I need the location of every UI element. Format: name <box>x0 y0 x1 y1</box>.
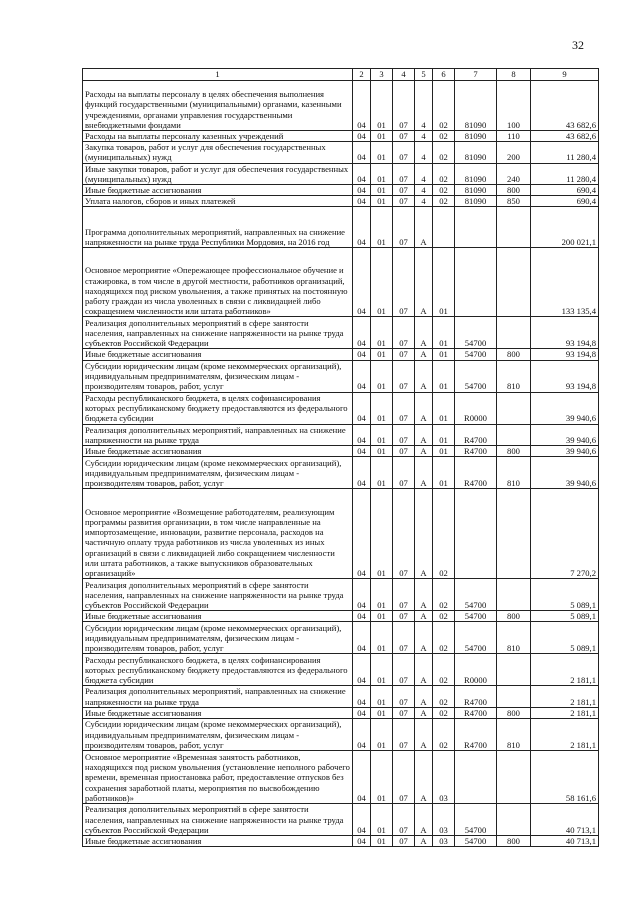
code-cell: 81090 <box>455 185 497 196</box>
code-cell: 07 <box>393 751 415 804</box>
code-cell: 81090 <box>455 163 497 184</box>
code-cell: 04 <box>353 836 371 847</box>
amount-cell: 5 089,1 <box>531 611 599 622</box>
row-name-cell: Иные бюджетные ассигнования <box>83 611 353 622</box>
code-cell <box>497 579 531 611</box>
code-cell: 04 <box>353 611 371 622</box>
code-cell: 81090 <box>455 196 497 207</box>
code-cell: 01 <box>371 142 393 163</box>
header-cell: 1 <box>83 69 353 81</box>
table-row <box>83 207 599 248</box>
row-name-cell: Основное мероприятие «Возмещение работодателям, реализующим программы развития организации, в том числе направленные на импортозамещение, инновации, развитие персонала, расходов на частичную оплату труда работников из числа уволенных из иных организаций в связи с ликвидацией либо сокращением численности или штата работников, а также выпускников образовательных организаций» <box>83 489 353 579</box>
row-name-cell: Программа дополнительных мероприятий, направленных на снижение напряженности на рынке труда Республики Мордовия, на 2016 год <box>83 207 353 248</box>
amount-cell: 11 280,4 <box>531 142 599 163</box>
code-cell: 800 <box>497 611 531 622</box>
table-row <box>83 360 599 392</box>
code-cell: 81090 <box>455 131 497 142</box>
code-cell: 810 <box>497 719 531 751</box>
code-cell: 01 <box>433 349 455 360</box>
code-cell: 01 <box>371 579 393 611</box>
table-row <box>83 654 599 686</box>
code-cell: 07 <box>393 804 415 836</box>
code-cell: 01 <box>433 317 455 349</box>
table-row <box>83 611 599 622</box>
code-cell: R0000 <box>455 392 497 424</box>
code-cell <box>433 207 455 248</box>
row-name-cell: Иные бюджетные ассигнования <box>83 446 353 457</box>
code-cell: 07 <box>393 836 415 847</box>
code-cell: R4700 <box>455 707 497 718</box>
code-cell: 54700 <box>455 804 497 836</box>
amount-cell: 43 682,6 <box>531 131 599 142</box>
budget-table <box>82 68 599 847</box>
code-cell: 02 <box>433 196 455 207</box>
code-cell: 04 <box>353 131 371 142</box>
code-cell: 02 <box>433 686 455 707</box>
code-cell: 800 <box>497 446 531 457</box>
code-cell: 4 <box>415 142 433 163</box>
row-name-cell: Основное мероприятие «Опережающее профессиональное обучение и стажировка, в том числе в другой местности, работников организаций, находящихся под риском увольнения, а также принятых на постоянную работу граждан из числа уволенных в связи с ликвидацией либо сокращением численности или штата работников» <box>83 248 353 317</box>
code-cell <box>455 751 497 804</box>
code-cell: 04 <box>353 360 371 392</box>
header-cell: 6 <box>433 69 455 81</box>
row-name-cell: Расходы республиканского бюджета, в целях софинансирования которых республиканскому бюджету предоставляются из федерального бюджета субсидии <box>83 392 353 424</box>
code-cell: А <box>415 349 433 360</box>
amount-cell: 5 089,1 <box>531 622 599 654</box>
code-cell <box>497 686 531 707</box>
code-cell <box>497 317 531 349</box>
code-cell: 01 <box>371 163 393 184</box>
code-cell <box>497 392 531 424</box>
code-cell: R4700 <box>455 457 497 489</box>
table-row <box>83 163 599 184</box>
code-cell: 07 <box>393 622 415 654</box>
table-row <box>83 392 599 424</box>
amount-cell: 39 940,6 <box>531 424 599 445</box>
row-name-cell: Иные бюджетные ассигнования <box>83 349 353 360</box>
code-cell: 04 <box>353 686 371 707</box>
table-row <box>83 142 599 163</box>
code-cell: А <box>415 207 433 248</box>
code-cell: 01 <box>371 349 393 360</box>
amount-cell: 5 089,1 <box>531 579 599 611</box>
amount-cell: 58 161,6 <box>531 751 599 804</box>
code-cell: 4 <box>415 131 433 142</box>
code-cell: 54700 <box>455 836 497 847</box>
code-cell: 01 <box>371 836 393 847</box>
code-cell: 01 <box>371 686 393 707</box>
code-cell: 03 <box>433 804 455 836</box>
table-row <box>83 836 599 847</box>
row-name-cell: Субсидии юридическим лицам (кроме некоммерческих организаций), индивидуальным предпринимателям, физическим лицам - производителям товаров, работ, услуг <box>83 457 353 489</box>
code-cell: 04 <box>353 622 371 654</box>
code-cell: А <box>415 248 433 317</box>
table-row <box>83 579 599 611</box>
row-name-cell: Реализация дополнительных мероприятий в сфере занятости населения, направленных на снижение напряженности на рынке труда субъектов Российской Федерации <box>83 317 353 349</box>
row-name-cell: Реализация дополнительных мероприятий в сфере занятости населения, направленных на снижение напряженности на рынке труда субъектов Российской Федерации <box>83 804 353 836</box>
amount-cell: 39 940,6 <box>531 446 599 457</box>
code-cell: 02 <box>433 142 455 163</box>
code-cell: 4 <box>415 196 433 207</box>
table-row <box>83 751 599 804</box>
code-cell: А <box>415 836 433 847</box>
code-cell: 04 <box>353 185 371 196</box>
code-cell: 01 <box>371 751 393 804</box>
code-cell: 07 <box>393 611 415 622</box>
code-cell: 01 <box>433 248 455 317</box>
code-cell: 110 <box>497 131 531 142</box>
amount-cell: 200 021,1 <box>531 207 599 248</box>
header-cell: 2 <box>353 69 371 81</box>
code-cell: 03 <box>433 836 455 847</box>
row-name-cell: Субсидии юридическим лицам (кроме некоммерческих организаций), индивидуальным предпринимателям, физическим лицам - производителям товаров, работ, услуг <box>83 622 353 654</box>
code-cell: 03 <box>433 751 455 804</box>
row-name-cell: Закупка товаров, работ и услуг для обеспечения государственных (муниципальных) нужд <box>83 142 353 163</box>
code-cell: 01 <box>371 611 393 622</box>
row-name-cell: Субсидии юридическим лицам (кроме некоммерческих организаций), индивидуальным предпринимателям, физическим лицам - производителям товаров, работ, услуг <box>83 719 353 751</box>
code-cell: 800 <box>497 836 531 847</box>
code-cell: 02 <box>433 185 455 196</box>
code-cell: А <box>415 707 433 718</box>
table-row <box>83 317 599 349</box>
code-cell: 01 <box>371 424 393 445</box>
code-cell: 800 <box>497 185 531 196</box>
code-cell: 07 <box>393 131 415 142</box>
code-cell: 02 <box>433 81 455 131</box>
header-cell: 4 <box>393 69 415 81</box>
code-cell <box>455 207 497 248</box>
code-cell: 02 <box>433 622 455 654</box>
code-cell: 07 <box>393 686 415 707</box>
table-row <box>83 804 599 836</box>
code-cell: 54700 <box>455 611 497 622</box>
amount-cell: 93 194,8 <box>531 349 599 360</box>
code-cell: А <box>415 622 433 654</box>
code-cell: 01 <box>371 804 393 836</box>
amount-cell: 93 194,8 <box>531 317 599 349</box>
code-cell: А <box>415 751 433 804</box>
code-cell: 07 <box>393 317 415 349</box>
code-cell: А <box>415 579 433 611</box>
amount-cell: 93 194,8 <box>531 360 599 392</box>
code-cell: 07 <box>393 349 415 360</box>
code-cell: 800 <box>497 707 531 718</box>
code-cell <box>497 248 531 317</box>
code-cell: 07 <box>393 392 415 424</box>
code-cell: 07 <box>393 248 415 317</box>
page-number: 32 <box>572 38 584 52</box>
code-cell: А <box>415 457 433 489</box>
code-cell: 200 <box>497 142 531 163</box>
code-cell: 04 <box>353 163 371 184</box>
code-cell <box>497 751 531 804</box>
code-cell: 54700 <box>455 622 497 654</box>
code-cell: 04 <box>353 196 371 207</box>
code-cell: 07 <box>393 163 415 184</box>
code-cell: 01 <box>371 457 393 489</box>
code-cell: 240 <box>497 163 531 184</box>
code-cell: 07 <box>393 457 415 489</box>
code-cell: 810 <box>497 360 531 392</box>
code-cell: 04 <box>353 392 371 424</box>
amount-cell: 2 181,1 <box>531 719 599 751</box>
table-row <box>83 185 599 196</box>
code-cell <box>455 489 497 579</box>
code-cell: 07 <box>393 424 415 445</box>
code-cell: 04 <box>353 349 371 360</box>
table-row <box>83 446 599 457</box>
code-cell: 02 <box>433 654 455 686</box>
amount-cell: 40 713,1 <box>531 836 599 847</box>
code-cell: А <box>415 686 433 707</box>
code-cell: 07 <box>393 719 415 751</box>
code-cell: А <box>415 424 433 445</box>
code-cell: R0000 <box>455 654 497 686</box>
code-cell: R4700 <box>455 424 497 445</box>
amount-cell: 2 181,1 <box>531 686 599 707</box>
code-cell: 04 <box>353 489 371 579</box>
amount-cell: 133 135,4 <box>531 248 599 317</box>
table-row <box>83 424 599 445</box>
code-cell: 54700 <box>455 349 497 360</box>
code-cell <box>497 804 531 836</box>
table-row <box>83 81 599 131</box>
code-cell: 81090 <box>455 142 497 163</box>
code-cell: 07 <box>393 81 415 131</box>
code-cell: 07 <box>393 207 415 248</box>
header-cell: 3 <box>371 69 393 81</box>
code-cell: А <box>415 446 433 457</box>
table-row <box>83 349 599 360</box>
code-cell: 850 <box>497 196 531 207</box>
code-cell: 01 <box>433 360 455 392</box>
amount-cell: 2 181,1 <box>531 654 599 686</box>
code-cell: 07 <box>393 446 415 457</box>
header-cell: 9 <box>531 69 599 81</box>
amount-cell: 7 270,2 <box>531 489 599 579</box>
amount-cell: 39 940,6 <box>531 457 599 489</box>
code-cell: 04 <box>353 446 371 457</box>
row-name-cell: Реализация дополнительных мероприятий, направленных на снижение напряженности на рынке труда <box>83 424 353 445</box>
header-cell: 8 <box>497 69 531 81</box>
row-name-cell: Расходы на выплаты персоналу казенных учреждений <box>83 131 353 142</box>
code-cell: 01 <box>371 207 393 248</box>
code-cell: А <box>415 611 433 622</box>
code-cell: А <box>415 804 433 836</box>
row-name-cell: Иные бюджетные ассигнования <box>83 707 353 718</box>
code-cell: 01 <box>371 489 393 579</box>
table-header-row <box>83 69 599 81</box>
code-cell: 810 <box>497 622 531 654</box>
code-cell: 07 <box>393 579 415 611</box>
code-cell: 02 <box>433 163 455 184</box>
code-cell: 01 <box>371 446 393 457</box>
code-cell: 01 <box>371 185 393 196</box>
code-cell: 07 <box>393 196 415 207</box>
table-row <box>83 489 599 579</box>
code-cell: 07 <box>393 185 415 196</box>
code-cell: А <box>415 317 433 349</box>
code-cell: 01 <box>371 392 393 424</box>
code-cell: 01 <box>371 248 393 317</box>
code-cell: 02 <box>433 489 455 579</box>
amount-cell: 43 682,6 <box>531 81 599 131</box>
row-name-cell: Расходы республиканского бюджета, в целях софинансирования которых республиканскому бюджету предоставляются из федерального бюджета субсидии <box>83 654 353 686</box>
table-row <box>83 131 599 142</box>
code-cell: 02 <box>433 579 455 611</box>
code-cell: 02 <box>433 131 455 142</box>
row-name-cell: Реализация дополнительных мероприятий в сфере занятости населения, направленных на снижение напряженности на рынке труда субъектов Российской Федерации <box>83 579 353 611</box>
code-cell: 810 <box>497 457 531 489</box>
row-name-cell: Иные закупки товаров, работ и услуг для обеспечения государственных (муниципальных) нужд <box>83 163 353 184</box>
code-cell <box>497 424 531 445</box>
code-cell: 4 <box>415 81 433 131</box>
code-cell <box>455 248 497 317</box>
table-row <box>83 457 599 489</box>
code-cell: 01 <box>371 317 393 349</box>
amount-cell: 40 713,1 <box>531 804 599 836</box>
code-cell: 04 <box>353 81 371 131</box>
row-name-cell: Основное мероприятие «Временная занятость работников, находящихся под риском увольнения (установление неполного рабочего времени, временная приостановка работ, предоставление отпусков без сохранения заработной платы, мероприятия по высвобождению работников)» <box>83 751 353 804</box>
code-cell: 07 <box>393 654 415 686</box>
code-cell: R4700 <box>455 719 497 751</box>
code-cell: 01 <box>433 457 455 489</box>
code-cell: 81090 <box>455 81 497 131</box>
code-cell: А <box>415 719 433 751</box>
code-cell: R4700 <box>455 686 497 707</box>
amount-cell: 2 181,1 <box>531 707 599 718</box>
amount-cell: 39 940,6 <box>531 392 599 424</box>
table-row <box>83 686 599 707</box>
code-cell: 07 <box>393 360 415 392</box>
code-cell <box>497 207 531 248</box>
code-cell: 01 <box>371 360 393 392</box>
row-name-cell: Расходы на выплаты персоналу в целях обеспечения выполнения функций государственными (муниципальными) органами, казенными учреждениями, органами управления государственными внебюджетными фондами <box>83 81 353 131</box>
code-cell: 04 <box>353 804 371 836</box>
code-cell: R4700 <box>455 446 497 457</box>
code-cell: 07 <box>393 142 415 163</box>
code-cell: 04 <box>353 457 371 489</box>
table-row <box>83 248 599 317</box>
code-cell: 04 <box>353 317 371 349</box>
code-cell: 01 <box>371 622 393 654</box>
code-cell: 04 <box>353 207 371 248</box>
code-cell: 54700 <box>455 360 497 392</box>
code-cell: 800 <box>497 349 531 360</box>
row-name-cell: Уплата налогов, сборов и иных платежей <box>83 196 353 207</box>
row-name-cell: Реализация дополнительных мероприятий, направленных на снижение напряженности на рынке труда <box>83 686 353 707</box>
code-cell: 100 <box>497 81 531 131</box>
code-cell: 07 <box>393 489 415 579</box>
code-cell: А <box>415 392 433 424</box>
code-cell: 54700 <box>455 317 497 349</box>
code-cell: 54700 <box>455 579 497 611</box>
code-cell: 01 <box>371 654 393 686</box>
code-cell: 01 <box>433 446 455 457</box>
code-cell: 01 <box>371 707 393 718</box>
code-cell <box>497 654 531 686</box>
code-cell: 01 <box>371 719 393 751</box>
row-name-cell: Иные бюджетные ассигнования <box>83 836 353 847</box>
code-cell: 4 <box>415 163 433 184</box>
code-cell: 04 <box>353 248 371 317</box>
code-cell: 01 <box>433 424 455 445</box>
table-row <box>83 719 599 751</box>
code-cell: 04 <box>353 707 371 718</box>
code-cell: 04 <box>353 142 371 163</box>
code-cell: 04 <box>353 654 371 686</box>
amount-cell: 11 280,4 <box>531 163 599 184</box>
code-cell: 07 <box>393 707 415 718</box>
code-cell: А <box>415 360 433 392</box>
code-cell: 01 <box>371 196 393 207</box>
code-cell: 02 <box>433 707 455 718</box>
table-row <box>83 196 599 207</box>
code-cell: 04 <box>353 424 371 445</box>
code-cell: 04 <box>353 579 371 611</box>
code-cell: А <box>415 654 433 686</box>
table-row <box>83 622 599 654</box>
row-name-cell: Субсидии юридическим лицам (кроме некоммерческих организаций), индивидуальным предпринимателям, физическим лицам - производителям товаров, работ, услуг <box>83 360 353 392</box>
code-cell: 01 <box>371 131 393 142</box>
code-cell: А <box>415 489 433 579</box>
code-cell: 01 <box>433 392 455 424</box>
code-cell <box>497 489 531 579</box>
table-row <box>83 707 599 718</box>
amount-cell: 690,4 <box>531 196 599 207</box>
header-cell: 7 <box>455 69 497 81</box>
code-cell: 4 <box>415 185 433 196</box>
row-name-cell: Иные бюджетные ассигнования <box>83 185 353 196</box>
code-cell: 04 <box>353 751 371 804</box>
code-cell: 02 <box>433 611 455 622</box>
amount-cell: 690,4 <box>531 185 599 196</box>
code-cell: 01 <box>371 81 393 131</box>
code-cell: 04 <box>353 719 371 751</box>
code-cell: 02 <box>433 719 455 751</box>
header-cell: 5 <box>415 69 433 81</box>
table-body <box>83 69 599 847</box>
